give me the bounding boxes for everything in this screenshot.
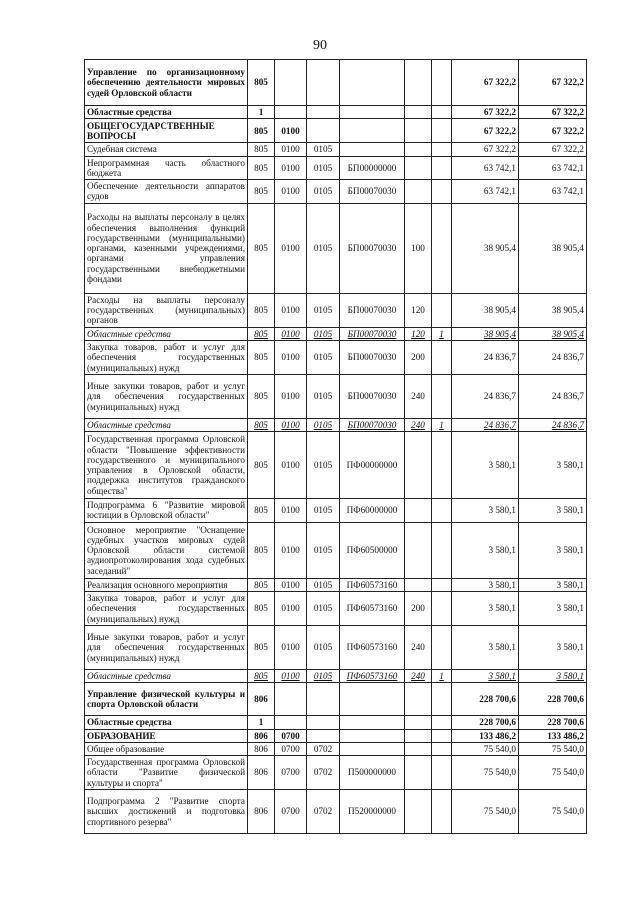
row-name: Основное мероприятие "Оснащение судебных участков мировых судей Орловской области системой аудиопротоколирования хода судебных заседаний" <box>85 522 248 578</box>
row-name: Расходы на выплаты персоналу государственных (муниципальных) органов <box>85 293 248 327</box>
expense-type-code: 240 <box>405 374 432 418</box>
section-code: 0100 <box>275 327 307 340</box>
row-name: ОБРАЗОВАНИЕ <box>85 729 248 742</box>
funding-source <box>432 340 452 374</box>
amount-2: 63 742,1 <box>519 156 587 180</box>
expense-type-code <box>405 522 432 578</box>
subsection-code: 0105 <box>307 578 340 591</box>
grbs-code: 805 <box>248 180 275 204</box>
row-name: Закупка товаров, работ и услуг для обеспечения государственных (муниципальных) нужд <box>85 592 248 626</box>
grbs-code: 806 <box>248 729 275 742</box>
expense-type-code <box>405 716 432 729</box>
amount-1: 67 322,2 <box>452 106 519 119</box>
amount-1: 75 540,0 <box>452 756 519 790</box>
grbs-code: 1 <box>248 716 275 729</box>
grbs-code: 805 <box>248 293 275 327</box>
amount-2: 24 836,7 <box>519 374 587 418</box>
section-code: 0100 <box>275 499 307 523</box>
target-article-code <box>340 60 405 106</box>
subsection-code <box>307 119 340 143</box>
funding-source <box>432 522 452 578</box>
table-row <box>85 180 587 204</box>
table-row <box>85 790 587 834</box>
amount-1: 3 580,1 <box>452 499 519 523</box>
amount-1: 3 580,1 <box>452 625 519 669</box>
target-article-code <box>340 683 405 716</box>
grbs-code: 805 <box>248 432 275 499</box>
grbs-code: 806 <box>248 683 275 716</box>
amount-2: 3 580,1 <box>519 669 587 682</box>
funding-source <box>432 374 452 418</box>
row-name: Управление физической культуры и спорта Орловской области <box>85 683 248 716</box>
target-article-code: ПФ60500000 <box>340 522 405 578</box>
section-code: 0100 <box>275 625 307 669</box>
row-name: Иные закупки товаров, работ и услуг для обеспечения государственных (муниципальных) нужд <box>85 374 248 418</box>
amount-2: 67 322,2 <box>519 60 587 106</box>
section-code: 0100 <box>275 203 307 293</box>
row-name: Реализация основного мероприятия <box>85 578 248 591</box>
expense-type-code <box>405 683 432 716</box>
subsection-code: 0105 <box>307 156 340 180</box>
expense-type-code <box>405 790 432 834</box>
amount-1: 75 540,0 <box>452 742 519 755</box>
amount-2: 228 700,6 <box>519 716 587 729</box>
funding-source <box>432 729 452 742</box>
section-code <box>275 716 307 729</box>
funding-source <box>432 625 452 669</box>
section-code <box>275 60 307 106</box>
amount-2: 3 580,1 <box>519 499 587 523</box>
funding-source <box>432 156 452 180</box>
amount-1: 38 905,4 <box>452 203 519 293</box>
funding-source <box>432 119 452 143</box>
amount-2: 38 905,4 <box>519 293 587 327</box>
table-row <box>85 203 587 293</box>
grbs-code: 806 <box>248 742 275 755</box>
funding-source <box>432 683 452 716</box>
target-article-code <box>340 106 405 119</box>
table-row <box>85 143 587 156</box>
section-code: 0700 <box>275 729 307 742</box>
row-name: Областные средства <box>85 106 248 119</box>
amount-2: 133 486,2 <box>519 729 587 742</box>
table-row <box>85 578 587 591</box>
subsection-code: 0105 <box>307 669 340 682</box>
row-name: ОБЩЕГОСУДАРСТВЕННЫЕ ВОПРОСЫ <box>85 119 248 143</box>
section-code: 0100 <box>275 592 307 626</box>
subsection-code: 0105 <box>307 374 340 418</box>
target-article-code: БП00070030 <box>340 203 405 293</box>
subsection-code: 0105 <box>307 180 340 204</box>
amount-1: 67 322,2 <box>452 119 519 143</box>
table-row <box>85 592 587 626</box>
section-code: 0100 <box>275 522 307 578</box>
row-name: Судебная система <box>85 143 248 156</box>
table-row <box>85 418 587 431</box>
row-name: Непрограммная часть областного бюджета <box>85 156 248 180</box>
table-row <box>85 522 587 578</box>
row-name: Управление по организационному обеспечению деятельности мировых судей Орловской области <box>85 60 248 106</box>
target-article-code <box>340 143 405 156</box>
table-row <box>85 340 587 374</box>
table-row <box>85 156 587 180</box>
amount-1: 228 700,6 <box>452 683 519 716</box>
grbs-code: 806 <box>248 790 275 834</box>
amount-1: 133 486,2 <box>452 729 519 742</box>
amount-2: 63 742,1 <box>519 180 587 204</box>
row-name: Областные средства <box>85 418 248 431</box>
subsection-code <box>307 60 340 106</box>
row-name: Государственная программа Орловской области "Повышение эффективности государственного и муниципального управления в Орловской области, поддержка институтов гражданского общества" <box>85 432 248 499</box>
grbs-code: 805 <box>248 499 275 523</box>
table-row <box>85 293 587 327</box>
amount-1: 3 580,1 <box>452 522 519 578</box>
subsection-code: 0702 <box>307 742 340 755</box>
table-row <box>85 716 587 729</box>
subsection-code: 0105 <box>307 625 340 669</box>
amount-2: 3 580,1 <box>519 522 587 578</box>
amount-2: 67 322,2 <box>519 106 587 119</box>
amount-2: 75 540,0 <box>519 790 587 834</box>
target-article-code: ПФ00000000 <box>340 432 405 499</box>
amount-1: 38 905,4 <box>452 293 519 327</box>
row-name: Иные закупки товаров, работ и услуг для обеспечения государственных (муниципальных) нужд <box>85 625 248 669</box>
expense-type-code <box>405 742 432 755</box>
grbs-code: 805 <box>248 143 275 156</box>
grbs-code: 805 <box>248 340 275 374</box>
amount-1: 63 742,1 <box>452 156 519 180</box>
section-code: 0100 <box>275 119 307 143</box>
amount-2: 75 540,0 <box>519 756 587 790</box>
section-code: 0100 <box>275 432 307 499</box>
grbs-code: 805 <box>248 522 275 578</box>
row-name: Подпрограмма 2 "Развитие спорта высших достижений и подготовка спортивного резерва" <box>85 790 248 834</box>
expense-type-code <box>405 119 432 143</box>
section-code: 0100 <box>275 143 307 156</box>
subsection-code: 0105 <box>307 203 340 293</box>
table-row <box>85 60 587 106</box>
funding-source <box>432 790 452 834</box>
grbs-code: 805 <box>248 327 275 340</box>
expense-type-code <box>405 432 432 499</box>
table-row <box>85 432 587 499</box>
expense-type-code: 200 <box>405 592 432 626</box>
subsection-code: 0105 <box>307 340 340 374</box>
amount-1: 3 580,1 <box>452 432 519 499</box>
expense-type-code <box>405 106 432 119</box>
expense-type-code: 100 <box>405 203 432 293</box>
subsection-code <box>307 716 340 729</box>
funding-source <box>432 499 452 523</box>
grbs-code: 805 <box>248 418 275 431</box>
target-article-code: БП00070030 <box>340 340 405 374</box>
amount-2: 228 700,6 <box>519 683 587 716</box>
funding-source: 1 <box>432 327 452 340</box>
amount-2: 3 580,1 <box>519 432 587 499</box>
funding-source <box>432 60 452 106</box>
expense-type-code <box>405 756 432 790</box>
subsection-code: 0105 <box>307 143 340 156</box>
budget-table <box>84 59 587 834</box>
grbs-code: 805 <box>248 119 275 143</box>
target-article-code: ПФ60573160 <box>340 578 405 591</box>
table-row <box>85 374 587 418</box>
section-code: 0100 <box>275 156 307 180</box>
target-article-code: ПФ60573160 <box>340 669 405 682</box>
expense-type-code: 240 <box>405 669 432 682</box>
subsection-code: 0702 <box>307 756 340 790</box>
subsection-code <box>307 729 340 742</box>
table-row <box>85 499 587 523</box>
funding-source <box>432 756 452 790</box>
amount-1: 38 905,4 <box>452 327 519 340</box>
target-article-code: ПФ60573160 <box>340 592 405 626</box>
funding-source <box>432 592 452 626</box>
amount-1: 67 322,2 <box>452 60 519 106</box>
section-code: 0100 <box>275 340 307 374</box>
amount-2: 3 580,1 <box>519 578 587 591</box>
section-code: 0700 <box>275 742 307 755</box>
amount-1: 24 836,7 <box>452 418 519 431</box>
target-article-code <box>340 729 405 742</box>
row-name: Расходы на выплаты персоналу в целях обеспечения выполнения функций государственными (муниципальными) органами, казенными учреждениями, органами управления государственными внебюджетными фондами <box>85 203 248 293</box>
table-row <box>85 756 587 790</box>
budget-table-body <box>85 60 587 834</box>
row-name: Областные средства <box>85 669 248 682</box>
expense-type-code: 120 <box>405 327 432 340</box>
funding-source <box>432 742 452 755</box>
target-article-code: БП00070030 <box>340 293 405 327</box>
table-row <box>85 106 587 119</box>
section-code: 0100 <box>275 374 307 418</box>
amount-1: 3 580,1 <box>452 669 519 682</box>
section-code <box>275 106 307 119</box>
section-code: 0100 <box>275 418 307 431</box>
amount-2: 38 905,4 <box>519 327 587 340</box>
subsection-code: 0702 <box>307 790 340 834</box>
amount-2: 75 540,0 <box>519 742 587 755</box>
target-article-code: ПФ60573160 <box>340 625 405 669</box>
row-name: Закупка товаров, работ и услуг для обеспечения государственных (муниципальных) нужд <box>85 340 248 374</box>
expense-type-code <box>405 156 432 180</box>
grbs-code: 805 <box>248 203 275 293</box>
funding-source <box>432 578 452 591</box>
subsection-code: 0105 <box>307 592 340 626</box>
funding-source: 1 <box>432 418 452 431</box>
amount-1: 75 540,0 <box>452 790 519 834</box>
amount-2: 3 580,1 <box>519 592 587 626</box>
grbs-code: 805 <box>248 60 275 106</box>
target-article-code <box>340 742 405 755</box>
section-code: 0700 <box>275 756 307 790</box>
amount-2: 38 905,4 <box>519 203 587 293</box>
grbs-code: 805 <box>248 156 275 180</box>
expense-type-code: 120 <box>405 293 432 327</box>
subsection-code <box>307 106 340 119</box>
section-code: 0100 <box>275 578 307 591</box>
grbs-code: 805 <box>248 578 275 591</box>
target-article-code: П500000000 <box>340 756 405 790</box>
amount-1: 24 836,7 <box>452 340 519 374</box>
target-article-code: БП00070030 <box>340 374 405 418</box>
expense-type-code <box>405 180 432 204</box>
amount-1: 228 700,6 <box>452 716 519 729</box>
target-article-code: БП00000000 <box>340 156 405 180</box>
section-code <box>275 683 307 716</box>
amount-1: 3 580,1 <box>452 578 519 591</box>
section-code: 0100 <box>275 293 307 327</box>
section-code: 0700 <box>275 790 307 834</box>
funding-source <box>432 143 452 156</box>
grbs-code: 1 <box>248 106 275 119</box>
expense-type-code: 200 <box>405 340 432 374</box>
amount-1: 3 580,1 <box>452 592 519 626</box>
row-name: Областные средства <box>85 716 248 729</box>
grbs-code: 805 <box>248 374 275 418</box>
subsection-code: 0105 <box>307 293 340 327</box>
table-row <box>85 729 587 742</box>
expense-type-code <box>405 143 432 156</box>
target-article-code: БП00070030 <box>340 327 405 340</box>
target-article-code: П520000000 <box>340 790 405 834</box>
target-article-code: ПФ60000000 <box>340 499 405 523</box>
table-row <box>85 669 587 682</box>
section-code: 0100 <box>275 669 307 682</box>
row-name: Областные средства <box>85 327 248 340</box>
row-name: Общее образование <box>85 742 248 755</box>
target-article-code <box>340 119 405 143</box>
amount-2: 3 580,1 <box>519 625 587 669</box>
target-article-code: БП00070030 <box>340 418 405 431</box>
amount-1: 24 836,7 <box>452 374 519 418</box>
subsection-code: 0105 <box>307 327 340 340</box>
grbs-code: 805 <box>248 669 275 682</box>
grbs-code: 806 <box>248 756 275 790</box>
row-name: Государственная программа Орловской области "Развитие физической культуры и спорта" <box>85 756 248 790</box>
subsection-code: 0105 <box>307 499 340 523</box>
amount-2: 24 836,7 <box>519 340 587 374</box>
amount-1: 67 322,2 <box>452 143 519 156</box>
expense-type-code <box>405 578 432 591</box>
expense-type-code <box>405 60 432 106</box>
table-row <box>85 683 587 716</box>
table-row <box>85 742 587 755</box>
table-row <box>85 327 587 340</box>
expense-type-code <box>405 729 432 742</box>
funding-source <box>432 180 452 204</box>
target-article-code: БП00070030 <box>340 180 405 204</box>
subsection-code: 0105 <box>307 418 340 431</box>
grbs-code: 805 <box>248 592 275 626</box>
table-row <box>85 625 587 669</box>
amount-2: 67 322,2 <box>519 143 587 156</box>
funding-source <box>432 432 452 499</box>
funding-source <box>432 203 452 293</box>
expense-type-code <box>405 499 432 523</box>
page-number: 90 <box>313 38 327 53</box>
amount-1: 63 742,1 <box>452 180 519 204</box>
table-row <box>85 119 587 143</box>
subsection-code <box>307 683 340 716</box>
row-name: Обеспечение деятельности аппаратов судов <box>85 180 248 204</box>
expense-type-code: 240 <box>405 625 432 669</box>
subsection-code: 0105 <box>307 432 340 499</box>
amount-2: 67 322,2 <box>519 119 587 143</box>
funding-source <box>432 106 452 119</box>
grbs-code: 805 <box>248 625 275 669</box>
row-name: Подпрограмма 6 "Развитие мировой юстиции в Орловской области" <box>85 499 248 523</box>
funding-source <box>432 716 452 729</box>
expense-type-code: 240 <box>405 418 432 431</box>
section-code: 0100 <box>275 180 307 204</box>
subsection-code: 0105 <box>307 522 340 578</box>
amount-2: 24 836,7 <box>519 418 587 431</box>
funding-source <box>432 293 452 327</box>
funding-source: 1 <box>432 669 452 682</box>
target-article-code <box>340 716 405 729</box>
